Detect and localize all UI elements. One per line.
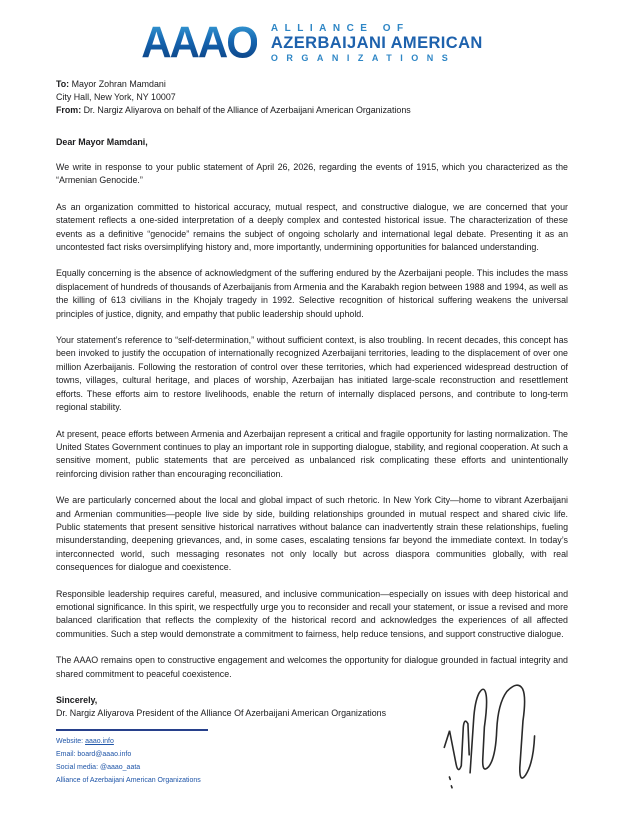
paragraph-8: The AAAO remains open to constructive engagement and welcomes the opportunity for dialogue grounded in factual integrity and shared commitment to peaceful coexistence. — [56, 655, 568, 679]
paragraph-4: Your statement’s reference to “self-determination,” without sufficient context, is also troubling. In recent decades, this concept has been invoked to justify the occupation of internationally recognized Azerbaijani territories, leading to the displacement of over one million Azerbaijanis. Following the restoration of control over these territories, which had experienced widespread destruction of towns, villages, cultural heritage, and places of worship, Azerbaijan has initiated large-scale reconstruction and resettlement efforts. These efforts aim to restore livelihoods, enable the return of internally displaced persons, and contribute to long-term regional stability. — [56, 335, 568, 413]
logo-line-azerbaijani-american: AZERBAIJANI AMERICAN — [270, 34, 483, 53]
footer-divider — [56, 729, 208, 731]
footer-org-name: Alliance of Azerbaijani American Organizations — [56, 777, 201, 785]
letter-body — [56, 136, 568, 681]
paragraph-7: Responsible leadership requires careful, measured, and inclusive communication—especially on issues with deep historical and emotional significance. In this spirit, we respectfully urge you to reconsider and recall your statement, or issue a revised and more balanced clarification that reflects the complexity of the historical record and acknowledges the experiences of all affected communities. Such a step would demonstrate a commitment to fairness, help reduce tensions, and support constructive dialogue. — [56, 588, 568, 639]
salutation: Dear Mayor Mamdani, — [56, 136, 148, 147]
signature-name: Dr. Nargiz Aliyarova President of the Alliance Of Azerbaijani American Organizations — [56, 708, 387, 719]
paragraph-5: At present, peace efforts between Armenia and Azerbaijan represent a critical and fragile opportunity for lasting normalization. The United States Government continues to play an important role in supporting dialogue, stability, and regional cooperation. At such a sensitive moment, public statements that are perceived as unbalanced risk complicating these efforts and unintentionally reinforcing division rather than encouraging reconciliation. — [56, 428, 568, 479]
address-line: City Hall, New York, NY 10007 — [56, 92, 176, 103]
to-line — [56, 78, 568, 91]
to-value: Mayor Zohran Mamdani — [71, 79, 166, 89]
paragraph-1: We write in response to your public statement of April 26, 2026, regarding the events of 1915, which you characterized as the “Armenian Genocide.” — [56, 162, 568, 186]
social-value: @aaao_aata — [99, 764, 141, 772]
from-value: Dr. Nargiz Aliyarova on behalf of the Alliance of Azerbaijani American Organizations — [83, 105, 411, 116]
website-link[interactable]: aaao.info — [85, 737, 114, 745]
aaao-logo-acronym: AAAO — [141, 17, 257, 68]
from-label: From: — [56, 105, 82, 116]
aaao-logo-wordmark — [271, 23, 483, 63]
paragraph-2: As an organization committed to historical accuracy, mutual respect, and constructive dialogue, we are concerned that your statement reflects a one-sided interpretation of a deeply complex and contested historical issue. The characterization of these events as a definitive “genocide” remains the subject of ongoing scholarly and international legal debate. Presenting it as an uncontested fact risks oversimplifying history and, more importantly, undermining opportunities for balanced understanding. — [56, 201, 568, 253]
to-label: To: — [56, 79, 70, 89]
paragraph-3: Equally concerning is the absence of acknowledgment of the suffering endured by the Azerbaijani people. This includes the mass displacement of hundreds of thousands of Azerbaijanis from Armenia and the Karabakh region between 1988 and 1994, as well as the killing of 613 civilians in the Khojaly tragedy in 1992. Selective recognition of historical suffering weakens the universal principles of justice, dignity, and empathy that public leadership should uphold. — [56, 268, 568, 319]
website-label: Website: — [56, 737, 84, 745]
email-label: Email: — [56, 750, 76, 758]
logo-line-organizations: ORGANIZATIONS — [270, 52, 457, 63]
address-block — [56, 78, 568, 118]
social-label: Social media: — [56, 764, 99, 772]
aaao-logo — [56, 17, 568, 68]
email-value: board@aaao.info — [77, 750, 132, 758]
paragraph-6: We are particularly concerned about the local and global impact of such rhetoric. In New York City—home to vibrant Azerbaijani and Armenian communities—people live side by side, building relationships grounded in mutual respect and shared civic life. Public statements that present sensitive historical narratives without balance can inadvertently strain these relationships, fueling misunderstanding, deepening grievances, and, in some cases, escalating tensions far beyond the immediate context. In today’s interconnected world, such messaging resonates not only locally but across diaspora communities globally, with real consequences for dialogue and coexistence. — [56, 495, 568, 573]
signature-scribble-image — [424, 672, 586, 812]
closing: Sincerely, — [56, 695, 98, 706]
logo-line-alliance-of: ALLIANCE OF — [270, 23, 410, 35]
from-line — [56, 104, 568, 117]
